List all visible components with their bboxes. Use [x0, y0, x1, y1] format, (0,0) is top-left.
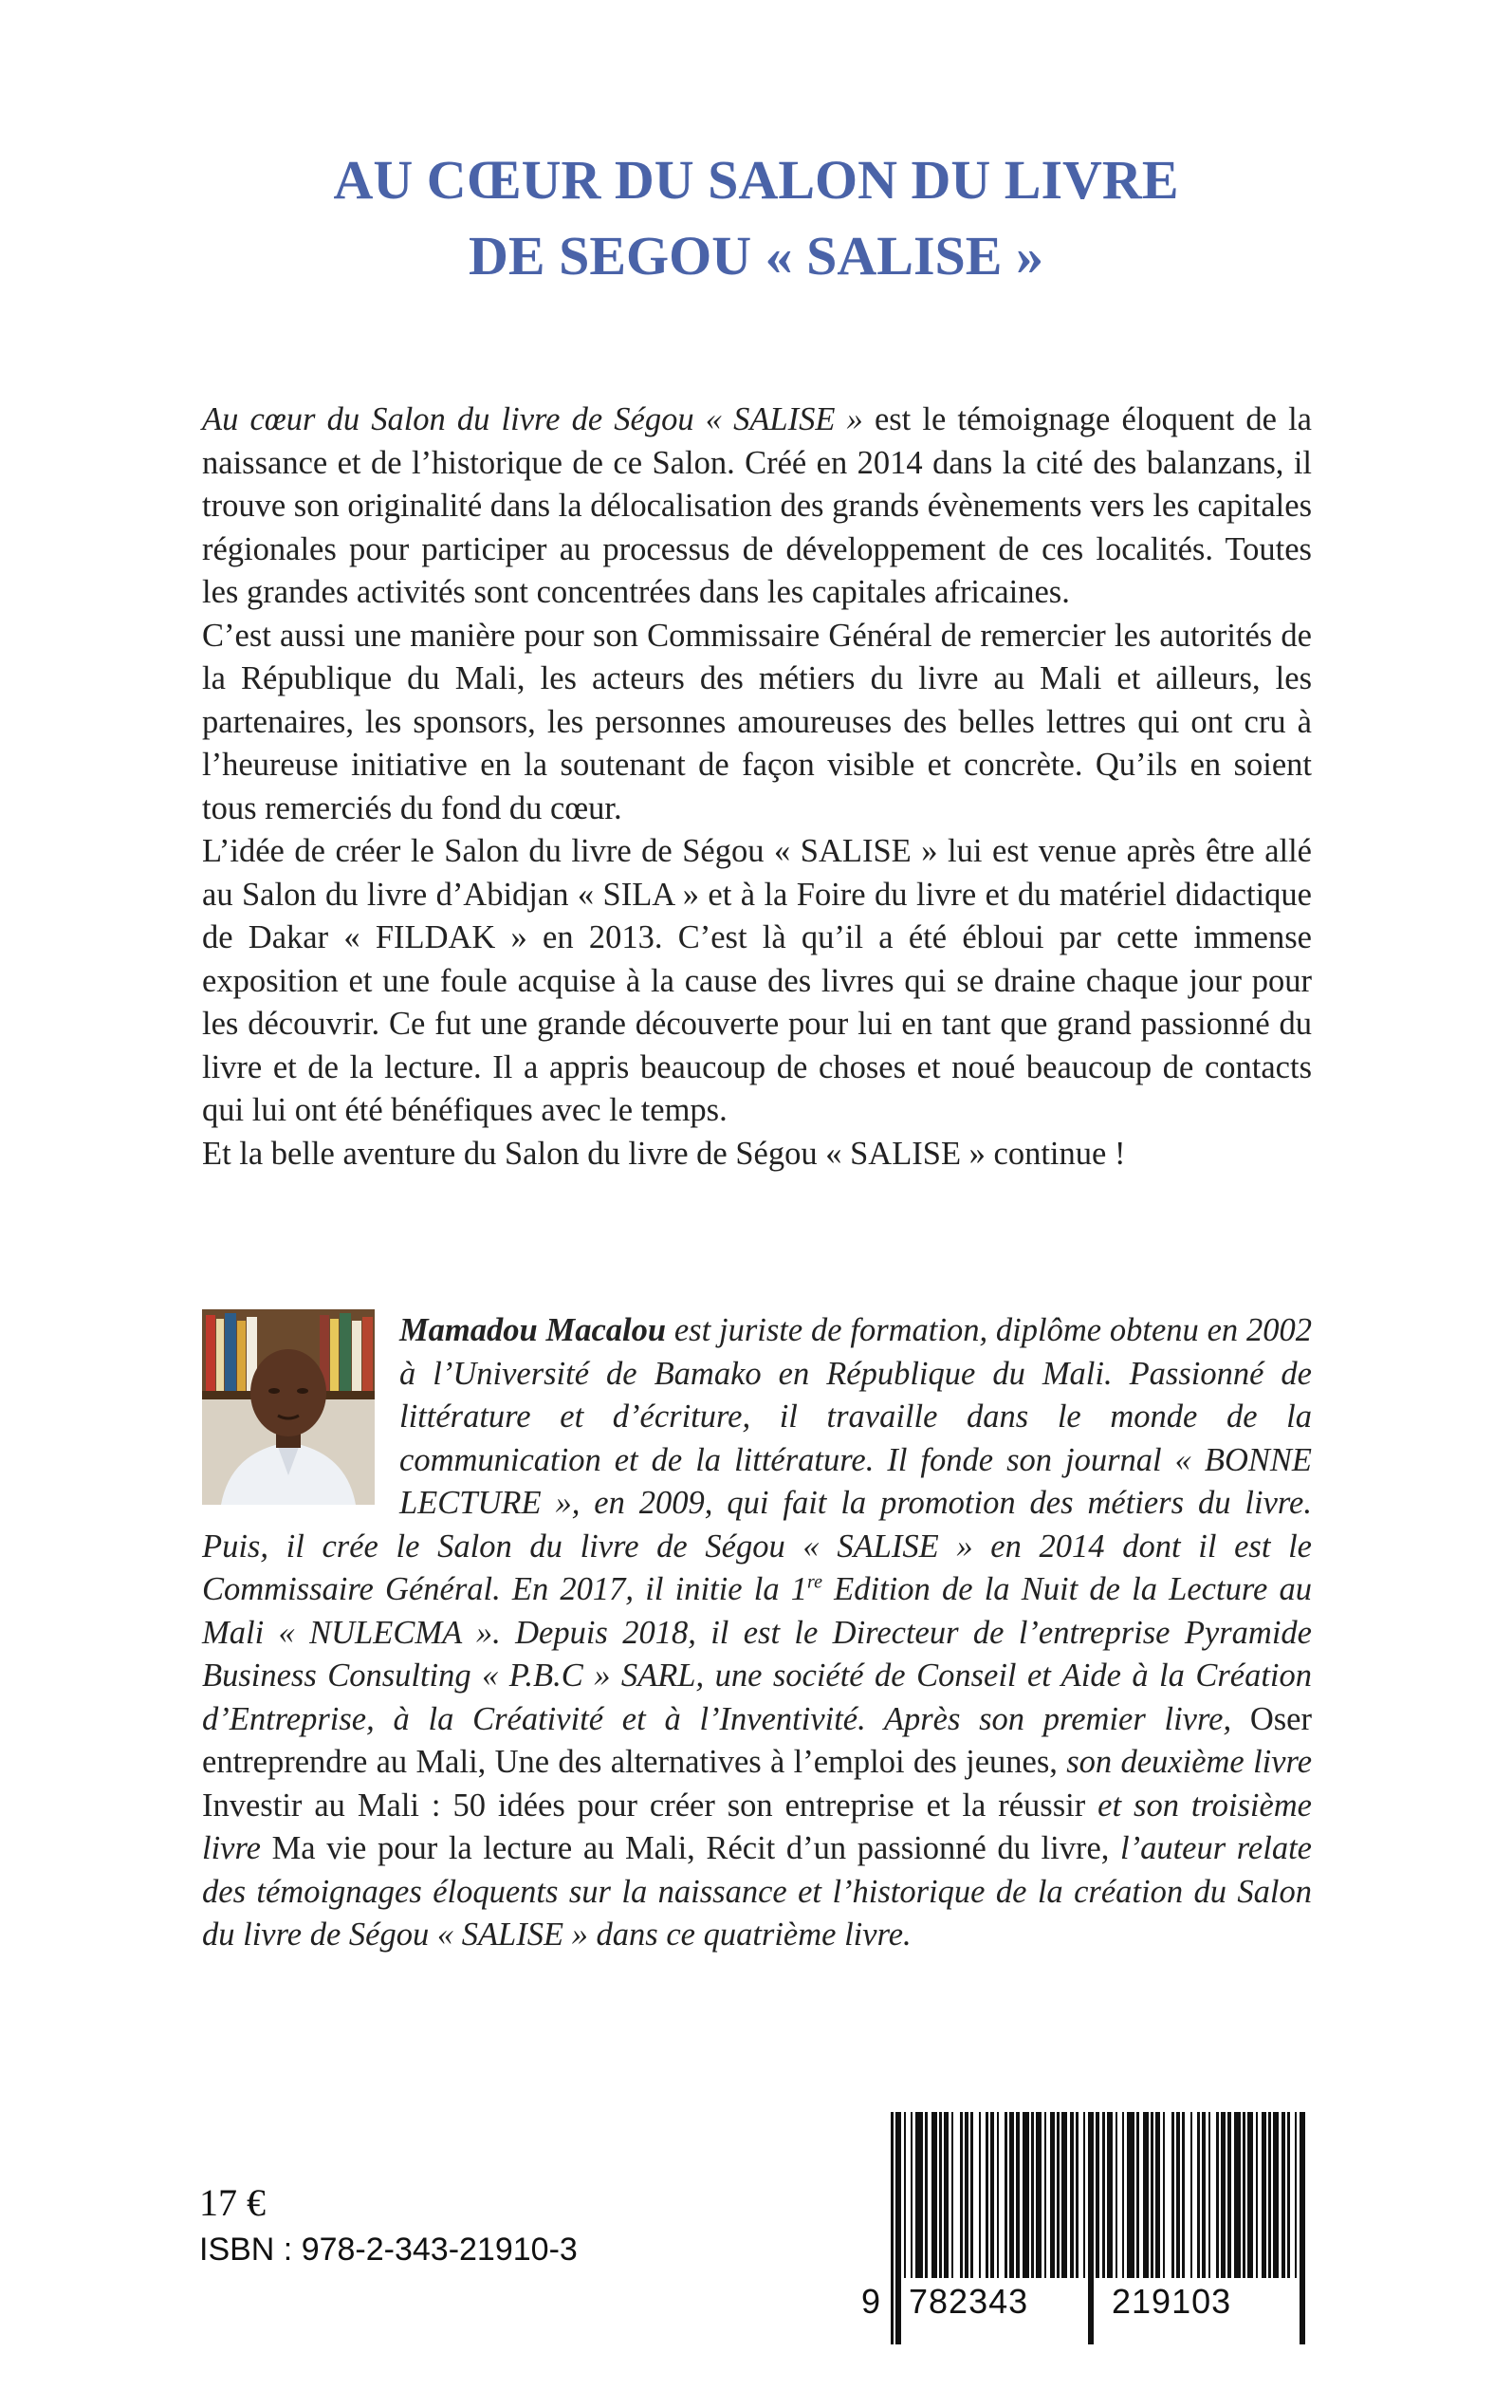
barcode-bar [979, 2112, 981, 2278]
title-line-2: DE SEGOU « SALISE » [469, 225, 1043, 287]
barcode-bar [1300, 2112, 1305, 2344]
barcode-bar [965, 2112, 968, 2278]
barcode-bar [986, 2112, 988, 2278]
barcode-digits-left: 782343 [909, 2282, 1029, 2321]
barcode-bar [931, 2112, 937, 2278]
book-title-2: Investir au Mali : 50 idées pour créer son entreprise et la réussir [202, 1787, 1086, 1824]
summary-paragraph-1 [202, 398, 1312, 615]
barcode-bar [1190, 2112, 1192, 2278]
barcode-bar [904, 2112, 906, 2278]
barcode-bar [1116, 2112, 1117, 2278]
barcode-bar [1155, 2112, 1160, 2278]
barcode-digit-first: 9 [861, 2282, 882, 2321]
barcode-bar [1061, 2112, 1067, 2278]
author-name: Mamadou Macalou [399, 1312, 667, 1348]
barcode-bar [1247, 2112, 1253, 2278]
bio-text-3: son deuxième livre [1057, 1744, 1313, 1780]
barcode-bar [1044, 2112, 1046, 2278]
barcode-bar [939, 2112, 942, 2278]
barcode-bar [1273, 2112, 1279, 2278]
barcode-bar [1057, 2112, 1060, 2278]
book-title [0, 142, 1512, 294]
barcode-bar [1227, 2112, 1231, 2278]
barcode-bar [1009, 2112, 1014, 2278]
barcode-bar [1127, 2112, 1134, 2278]
barcode-bar [1005, 2112, 1007, 2278]
barcode-bar [997, 2112, 999, 2278]
summary-paragraph-3: L’idée de créer le Salon du livre de Ségou « SALISE » lui est venue après être allé au Salon du livre d’Abidjan « SILA » et à la Foire du livre et du matériel didactique de Dakar « FILDAK » en 2013. C’est là qu’il a été ébloui par cette immense exposition et une foule acquise à la cause des livres qui se draine chaque jour pour les découvrir. Ce fut une grande découverte pour lui en tant que grand passionné du livre et de la lecture. Il a appris beaucoup de choses et noué beaucoup de contacts qui lui ont été bénéfiques avec le temps. [202, 833, 1312, 1128]
bio-text-4: et son troisième livre [202, 1787, 1312, 1866]
bio-text-5: l’auteur relate des témoignages éloquents sur la naissance et l’historique de la création du Salon du livre de Ségou « SALISE » dans ce quatrième livre. [202, 1830, 1312, 1953]
barcode-bar [1268, 2112, 1271, 2278]
barcode-bar [911, 2112, 913, 2278]
barcode-bar [1287, 2112, 1290, 2278]
barcode-bar [1122, 2112, 1124, 2278]
barcode-bar [1016, 2112, 1020, 2278]
barcode-bar [891, 2112, 894, 2344]
barcode-bar [1050, 2112, 1055, 2278]
barcode-bar [1171, 2112, 1174, 2278]
barcode-bar [1070, 2112, 1074, 2278]
barcode-bar [895, 2112, 901, 2344]
barcode-bar [1243, 2112, 1245, 2278]
barcode-bar [1208, 2112, 1210, 2278]
price: 17 € [199, 2181, 266, 2224]
barcode-bar [1176, 2112, 1180, 2278]
barcode-bar [944, 2112, 949, 2278]
summary-book-title: Au cœur du Salon du livre de Ségou « SALISE » [202, 401, 863, 437]
barcode-bar [1256, 2112, 1258, 2278]
bio-text-2: Edition de la Nuit de la Lecture au Mali « NULECMA ». Depuis 2018, il est le Directeur de l’entreprise Pyramide Business Consulting « P.B.C » SARL, une société de Conseil et Aide à la Création d’Entreprise, à la Créativité et à l’Inventivité. Après son premier livre, [202, 1571, 1312, 1737]
author-photo [202, 1309, 375, 1505]
barcode-bar [1282, 2112, 1285, 2278]
summary-paragraph-4: Et la belle aventure du Salon du livre de Ségou « SALISE » continue ! [202, 1135, 1126, 1172]
barcode-bar [1182, 2112, 1185, 2278]
summary-paragraph-2: C’est aussi une manière pour son Commissaire Général de remercier les autorités de la République du Mali, les acteurs des métiers du livre au Mali et ailleurs, les partenaires, les sponsors, les personnes amoureuses des belles lettres qui ont cru à l’heureuse initiative en la soutenant de façon visible et concrète. Qu’ils en soient tous remerciés du fond du cœur. [202, 617, 1312, 826]
barcode-bar [1036, 2112, 1042, 2278]
edition-superscript: re [807, 1571, 822, 1593]
barcode-bar [1234, 2112, 1241, 2278]
author-bio [202, 1309, 1312, 1957]
barcode-bar [1102, 2112, 1105, 2278]
barcode-bar [1216, 2112, 1219, 2278]
barcode-bar [1202, 2112, 1206, 2278]
barcode-bar [1096, 2112, 1099, 2278]
title-line-1: AU CŒUR DU SALON DU LIVRE [333, 149, 1179, 211]
barcode-bar [1023, 2112, 1029, 2278]
isbn: ISBN : 978-2-343-21910-3 [199, 2232, 578, 2268]
barcode-bar [951, 2112, 953, 2278]
barcode-bar [1088, 2112, 1094, 2344]
barcode-bar [915, 2112, 923, 2278]
barcode-bar [1163, 2112, 1165, 2278]
barcode-bar [1221, 2112, 1226, 2278]
barcode-bar [1151, 2112, 1153, 2278]
book-title-3: Ma vie pour la lecture au Mali, Récit d’un passionné du livre, [271, 1830, 1110, 1866]
barcode-bar [1143, 2112, 1149, 2278]
bio-text-1: est juriste de formation, diplôme obtenu en 2002 à l’Université de Bamako en République du Mali. Passionné de littérature et d’écriture, il travaille dans le monde de la communication et de la littérature. Il fonde son journal « BONNE LECTURE », en 2009, qui fait la promotion des métiers du livre. Puis, il crée le Salon du livre de Ségou « SALISE » en 2014 dont il est le Commissaire Général. En 2017, il initie la 1 [202, 1312, 1312, 1607]
barcode-bar [960, 2112, 963, 2278]
barcode-bar [1197, 2112, 1200, 2278]
barcode-bar [1295, 2112, 1297, 2278]
barcode-digits-right: 219103 [1112, 2282, 1232, 2321]
barcode-bar [1031, 2112, 1034, 2278]
barcode-bar [1136, 2112, 1139, 2278]
barcode-bar [1076, 2112, 1079, 2278]
barcode-bar [990, 2112, 994, 2278]
summary-text [202, 398, 1312, 1176]
barcode-bar [1262, 2112, 1266, 2278]
book-title-1: Oser entreprendre au Mali, Une des alternatives à l’emploi des jeunes, [202, 1700, 1312, 1780]
summary-p1-text: est le témoignage éloquent de la naissance et de l’historique de ce Salon. Créé en 2014 dans la cité des balanzans, il trouve son originalité dans la délocalisation des grands évènements vers les capitales régionales pour participer au processus de développement de ces localités. Toutes les grandes activités sont concentrées dans les capitales africaines. [202, 401, 1312, 610]
barcode-bar [925, 2112, 928, 2278]
barcode-bar [1107, 2112, 1113, 2278]
barcode-bar [970, 2112, 973, 2278]
barcode-bar [1083, 2112, 1085, 2278]
